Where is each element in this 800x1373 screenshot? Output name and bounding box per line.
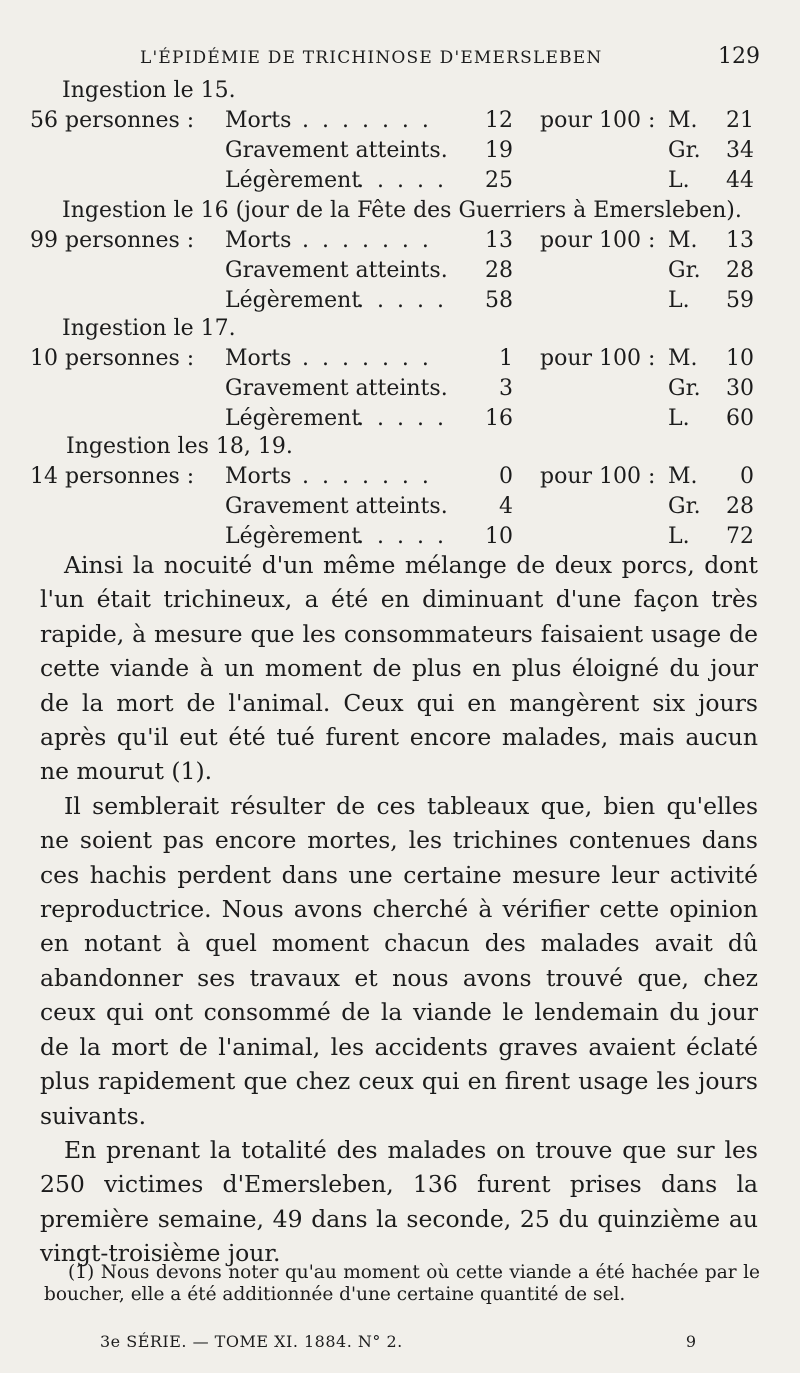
ingestion-group-title: Ingestion les 18, 19. <box>66 434 293 459</box>
count-value: 58 <box>485 288 513 313</box>
count-value: 16 <box>485 406 513 431</box>
table-row <box>0 494 800 524</box>
category-abbreviation: M. <box>668 346 698 371</box>
category-abbreviation: Gr. <box>668 376 701 401</box>
page-number: 129 <box>718 44 760 69</box>
row-label: Légèrement <box>225 168 361 193</box>
count-value: 1 <box>499 346 513 371</box>
persons-count: 56 personnes : <box>30 108 195 133</box>
signature-mark: 9 <box>685 1332 696 1351</box>
percentage-value: 0 <box>740 464 754 489</box>
percentage-value: 60 <box>726 406 754 431</box>
leader-dots: . . . . . . . <box>302 108 432 133</box>
leader-dots: . . . . . <box>357 168 447 193</box>
ingestion-group-title: Ingestion le 17. <box>62 316 236 341</box>
table-row <box>0 138 800 168</box>
row-label: Légèrement <box>225 288 361 313</box>
leader-dots: . . . . . . . <box>302 346 432 371</box>
table-row <box>0 258 800 288</box>
body-text <box>40 548 758 1271</box>
percentage-value: 10 <box>726 346 754 371</box>
count-value: 3 <box>499 376 513 401</box>
row-label: Gravement atteints. <box>225 494 448 519</box>
category-abbreviation: L. <box>668 406 690 431</box>
percentage-value: 59 <box>726 288 754 313</box>
row-label: Morts <box>225 228 292 253</box>
row-label: Morts <box>225 108 292 133</box>
count-value: 13 <box>485 228 513 253</box>
percentage-value: 13 <box>726 228 754 253</box>
row-label: Morts <box>225 464 292 489</box>
paragraph: Ainsi la nocuité d'un même mélange de deux porcs, dont l'un était trichineux, a été en diminuant d'une façon très rapide, à mesure que les consommateurs faisaient usage de cette viande à un moment de plus en plus éloigné du jour de la mort de l'animal. Ceux qui en mangèrent six jours après qu'il eut été tué furent encore malades, mais aucun ne mourut (1). <box>40 551 758 786</box>
count-value: 10 <box>485 524 513 549</box>
percentage-value: 44 <box>726 168 754 193</box>
running-title: L'ÉPIDÉMIE DE TRICHINOSE D'EMERSLEBEN <box>140 48 603 68</box>
printer-signature <box>100 1332 720 1358</box>
count-value: 28 <box>485 258 513 283</box>
paragraph: En prenant la totalité des malades on trouve que sur les 250 victimes d'Emersleben, 136 furent prises dans la première semaine, 49 dans la seconde, 25 du quinzième au vingt-troisième jour. <box>40 1135 758 1268</box>
table-row <box>0 288 800 318</box>
category-abbreviation: L. <box>668 168 690 193</box>
leader-dots: . . . . . <box>357 524 447 549</box>
leader-dots: . . . . . . . <box>302 228 432 253</box>
row-label: Légèrement <box>225 524 361 549</box>
row-label: Morts <box>225 346 292 371</box>
table-row <box>0 346 800 376</box>
table-row <box>0 406 800 436</box>
percentage-value: 30 <box>726 376 754 401</box>
ingestion-group-title: Ingestion le 15. <box>62 78 236 103</box>
category-abbreviation: Gr. <box>668 494 701 519</box>
persons-count: 10 personnes : <box>30 346 195 371</box>
table-row <box>0 168 800 198</box>
table-row <box>0 228 800 258</box>
footnote <box>44 1262 760 1305</box>
category-abbreviation: Gr. <box>668 138 701 163</box>
per-hundred-label: pour 100 : <box>540 228 656 253</box>
table-row <box>0 108 800 138</box>
footnote-text: (1) Nous devons noter qu'au moment où cette viande a été hachée par le boucher, elle a été additionnée d'une certaine quantité de sel. <box>44 1262 760 1305</box>
per-hundred-label: pour 100 : <box>540 108 656 133</box>
paragraph: Il semblerait résulter de ces tableaux que, bien qu'elles ne soient pas encore mortes, les trichines contenues dans ces hachis perdent dans une certaine mesure leur activité reproductrice. Nous avons cherché à vérifier cette opinion en notant à quel moment chacun des malades avait dû abandonner ses travaux et nous avons trouvé que, chez ceux qui ont consommé de la viande le lendemain du jour de la mort de l'animal, les accidents graves avaient éclaté plus rapidement que chez ceux qui en firent usage les jours suivants. <box>40 791 758 1130</box>
per-hundred-label: pour 100 : <box>540 464 656 489</box>
category-abbreviation: L. <box>668 288 690 313</box>
leader-dots: . . . . . . . <box>302 464 432 489</box>
ingestion-group-title: Ingestion le 16 (jour de la Fête des Guerriers à Emersleben). <box>62 198 742 223</box>
count-value: 0 <box>499 464 513 489</box>
count-value: 4 <box>499 494 513 519</box>
category-abbreviation: Gr. <box>668 258 701 283</box>
leader-dots: . . . . . <box>357 406 447 431</box>
percentage-value: 72 <box>726 524 754 549</box>
row-label: Gravement atteints. <box>225 138 448 163</box>
leader-dots: . . . . . <box>357 288 447 313</box>
persons-count: 14 personnes : <box>30 464 195 489</box>
count-value: 12 <box>485 108 513 133</box>
page-header <box>140 40 760 74</box>
count-value: 19 <box>485 138 513 163</box>
row-label: Gravement atteints. <box>225 376 448 401</box>
table-row <box>0 464 800 494</box>
category-abbreviation: M. <box>668 464 698 489</box>
series-volume-line: 3e SÉRIE. — TOME XI. 1884. N° 2. <box>100 1332 403 1351</box>
percentage-value: 21 <box>726 108 754 133</box>
category-abbreviation: M. <box>668 108 698 133</box>
table-row <box>0 376 800 406</box>
row-label: Gravement atteints. <box>225 258 448 283</box>
percentage-value: 28 <box>726 258 754 283</box>
percentage-value: 28 <box>726 494 754 519</box>
category-abbreviation: M. <box>668 228 698 253</box>
percentage-value: 34 <box>726 138 754 163</box>
row-label: Légèrement <box>225 406 361 431</box>
count-value: 25 <box>485 168 513 193</box>
per-hundred-label: pour 100 : <box>540 346 656 371</box>
persons-count: 99 personnes : <box>30 228 195 253</box>
category-abbreviation: L. <box>668 524 690 549</box>
